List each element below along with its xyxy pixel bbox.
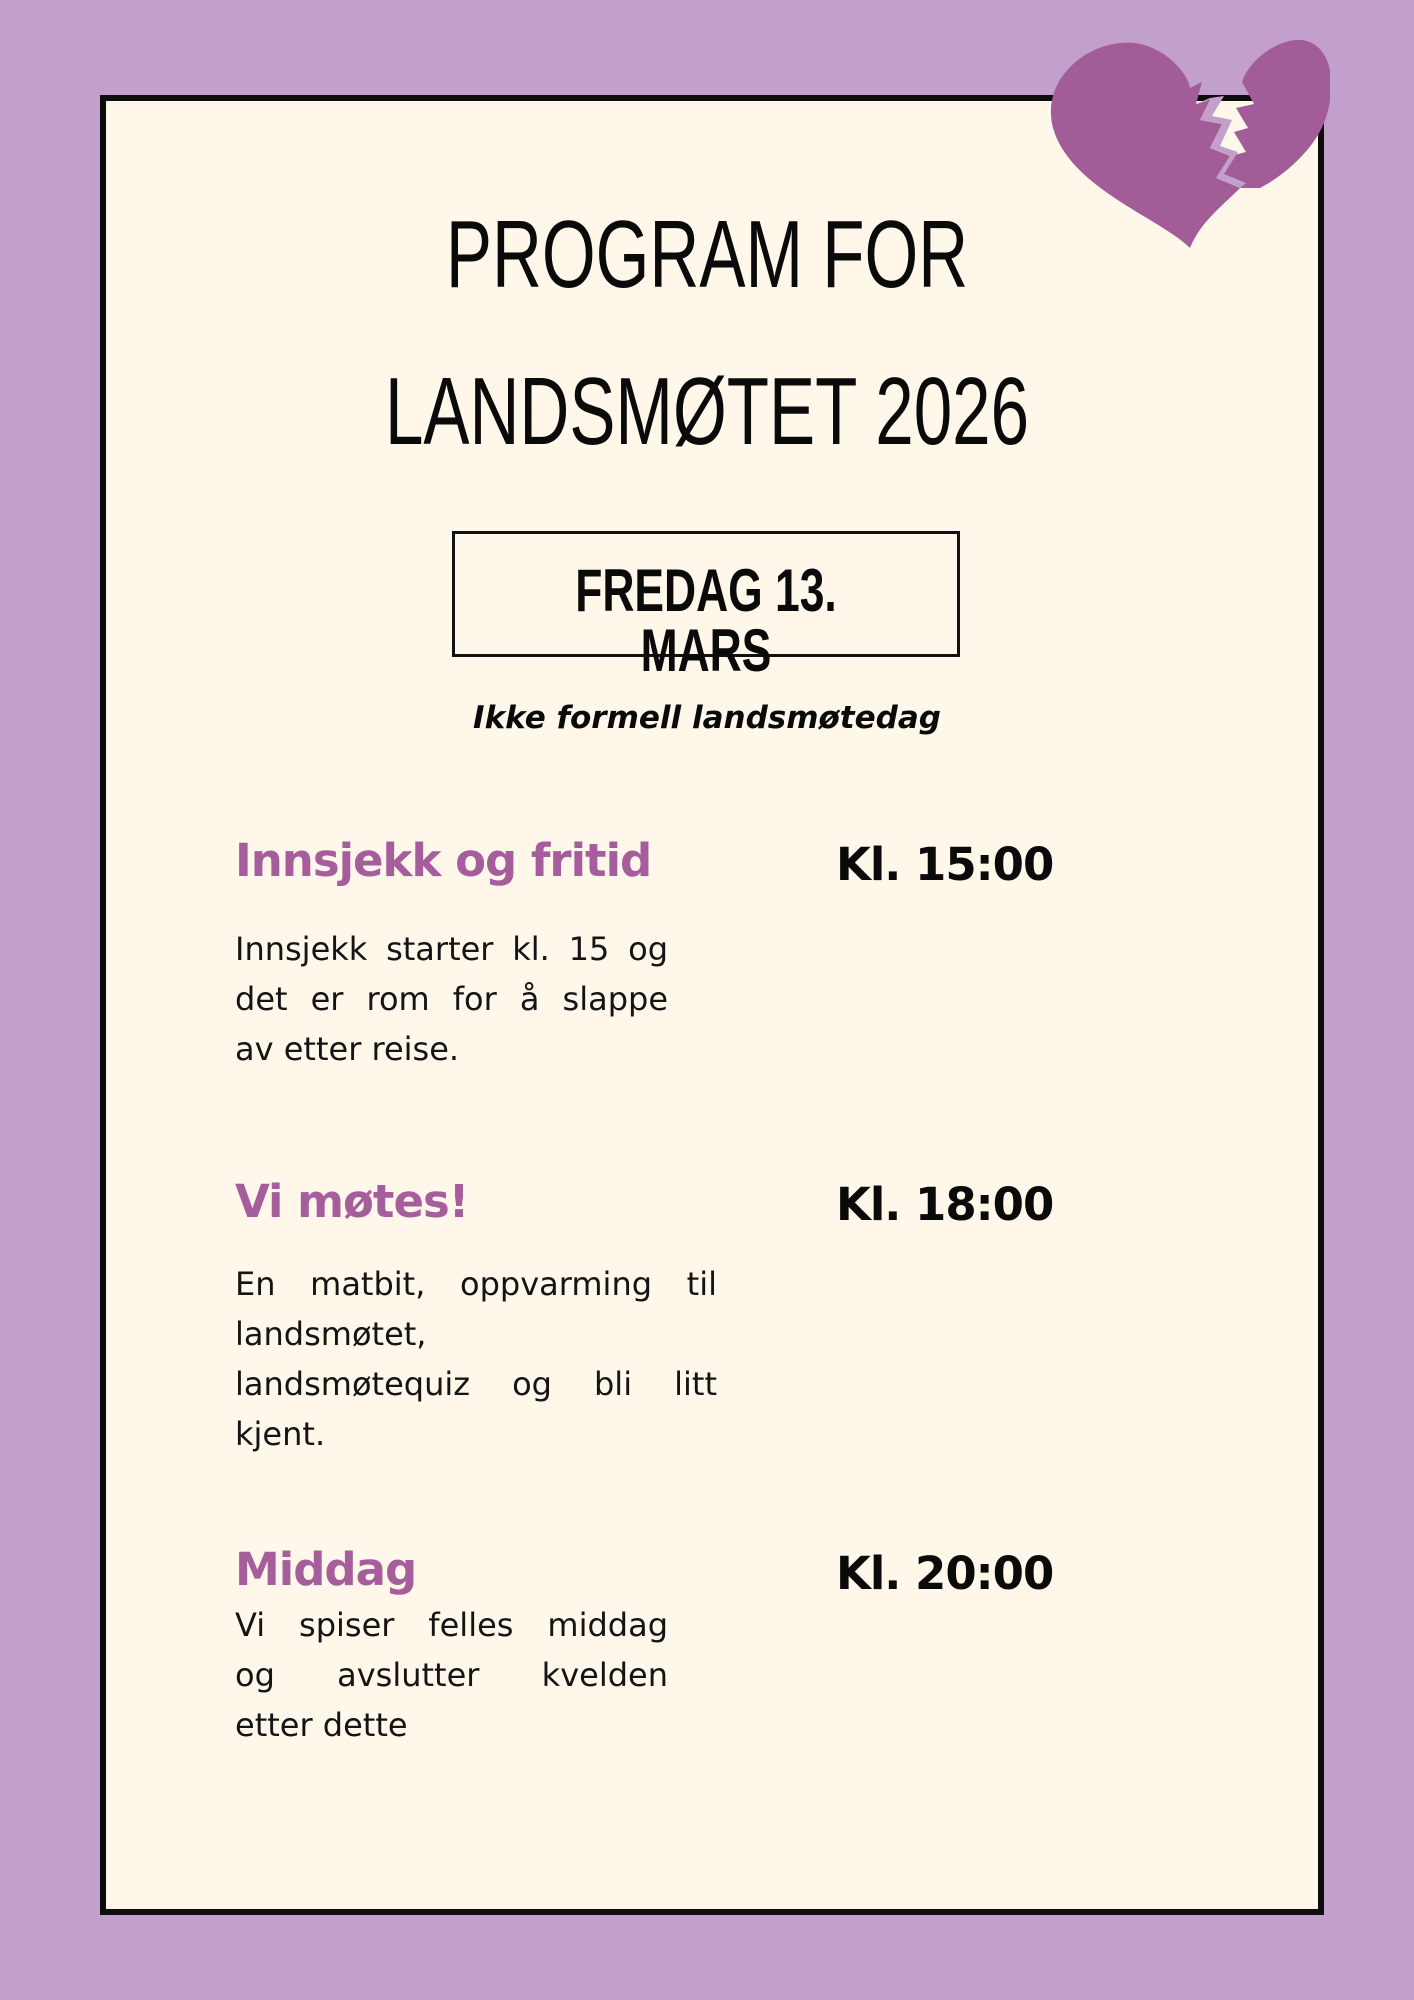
program-item-description bbox=[235, 924, 668, 1074]
description-line: landsmøtet, bbox=[235, 1315, 427, 1353]
description-line: etter dette bbox=[235, 1706, 408, 1744]
description-line: av etter reise. bbox=[235, 1030, 460, 1068]
program-item-title: Vi møtes! bbox=[235, 1175, 469, 1228]
program-item-description bbox=[235, 1259, 717, 1459]
date-label: FREDAG 13. MARS bbox=[575, 557, 837, 684]
program-item-time: Kl. 18:00 bbox=[836, 1178, 1054, 1231]
description-line: Vi spiser felles middag bbox=[235, 1606, 668, 1644]
date-box bbox=[452, 531, 960, 684]
description-line: og avslutter kvelden bbox=[235, 1656, 668, 1694]
program-item-time: Kl. 20:00 bbox=[836, 1547, 1054, 1600]
program-item-description bbox=[235, 1600, 668, 1750]
description-line: Innsjekk starter kl. 15 og bbox=[235, 930, 668, 968]
description-line: det er rom for å slappe bbox=[235, 980, 668, 1018]
subtitle: Ikke formell landsmøtedag bbox=[473, 700, 941, 736]
page-title-line-1: PROGRAM FOR bbox=[445, 201, 969, 308]
program-item-title: Middag bbox=[235, 1543, 417, 1596]
description-line: kjent. bbox=[235, 1415, 326, 1453]
description-line: En matbit, oppvarming til bbox=[235, 1265, 717, 1303]
program-item-title: Innsjekk og fritid bbox=[235, 834, 652, 887]
description-line: landsmøtequiz og bli litt bbox=[235, 1365, 717, 1403]
program-item-time: Kl. 15:00 bbox=[836, 838, 1054, 891]
page-title-line-2: LANDSMØTET 2026 bbox=[384, 358, 1030, 465]
